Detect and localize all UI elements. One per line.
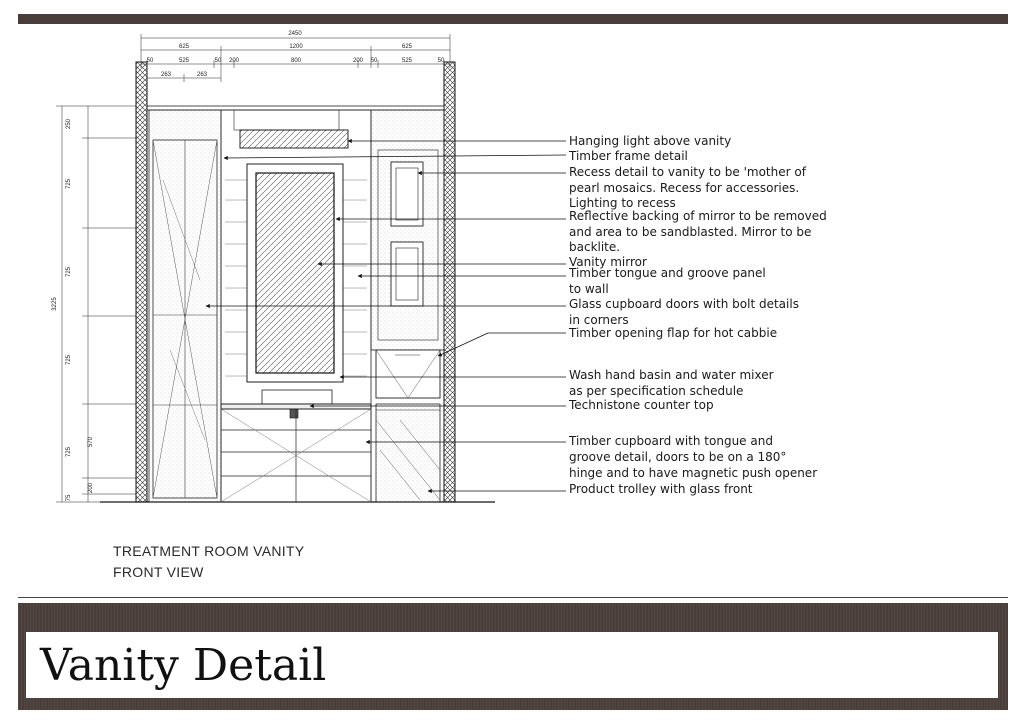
note-timber-frame: Timber frame detail — [569, 149, 688, 163]
dim-725-c: 725 — [66, 354, 72, 366]
drawing-caption-line1: TREATMENT ROOM VANITY — [113, 543, 305, 559]
note-cupboard-1: Timber cupboard with tongue and — [569, 434, 773, 448]
dim-3225: 3225 — [52, 297, 58, 311]
note-vanity-mirror: Vanity mirror — [569, 255, 647, 269]
note-glass-doors-2: in corners — [569, 313, 629, 327]
note-basin-1: Wash hand basin and water mixer — [569, 368, 774, 382]
right-cabinet — [371, 110, 444, 350]
note-cupboard-2: groove detail, doors to be on a 180° — [569, 450, 787, 464]
dim-200-left: 200 — [228, 58, 240, 64]
note-recess-2: pearl mosaics. Recess for accessories. — [569, 181, 800, 195]
dim-50-a: 50 — [146, 58, 154, 64]
note-glass-doors-1: Glass cupboard doors with bolt details — [569, 297, 799, 311]
dim-725-a: 725 — [66, 178, 72, 190]
dim-75: 75 — [66, 494, 72, 502]
note-reflective-3: backlite. — [569, 240, 621, 254]
note-basin-2: as per specification schedule — [569, 384, 744, 398]
dim-overall: 2450 — [288, 31, 302, 37]
dim-625-right: 625 — [401, 44, 413, 50]
dim-725-b: 725 — [66, 266, 72, 278]
note-cupboard-3: hinge and to have magnetic push opener — [569, 466, 818, 480]
note-tongue-groove-1: Timber tongue and groove panel — [569, 266, 766, 280]
wash-basin — [262, 390, 332, 404]
vanity-mirror — [256, 173, 334, 373]
right-wall — [444, 62, 455, 502]
divider-line — [18, 597, 1008, 598]
dim-50-d: 50 — [437, 58, 445, 64]
dim-263-a: 263 — [160, 72, 172, 78]
note-tongue-groove-2: to wall — [569, 282, 609, 296]
hot-cabbie-flap — [376, 350, 440, 398]
left-wall — [136, 62, 147, 502]
note-counter-top: Technistone counter top — [569, 398, 714, 412]
lower-cupboard — [221, 409, 371, 502]
note-hot-cabbie: Timber opening flap for hot cabbie — [569, 326, 778, 340]
drawing-caption-line2: FRONT VIEW — [113, 564, 204, 580]
hanging-light — [240, 130, 348, 148]
note-recess-3: Lighting to recess — [569, 196, 676, 210]
footer-band — [18, 603, 1008, 710]
note-reflective-2: and area to be sandblasted. Mirror to be — [569, 225, 812, 239]
dim-50-b: 50 — [214, 58, 222, 64]
dim-200: 200 — [88, 482, 94, 494]
note-reflective-1: Reflective backing of mirror to be removed — [569, 209, 827, 223]
dim-525-right: 525 — [401, 58, 413, 64]
title-box — [26, 632, 998, 698]
dim-263-b: 263 — [196, 72, 208, 78]
dim-570: 570 — [88, 436, 94, 448]
technistone-counter — [221, 404, 371, 409]
dim-725-d: 725 — [66, 446, 72, 458]
vertical-dimensions — [56, 106, 136, 502]
dim-525-left: 525 — [178, 58, 190, 64]
note-hanging-light: Hanging light above vanity — [569, 134, 732, 148]
dim-800: 800 — [290, 58, 302, 64]
page-title: Vanity Detail — [40, 640, 327, 691]
dim-200-right: 200 — [352, 58, 364, 64]
dim-625-left: 625 — [178, 44, 190, 50]
dim-1200: 1200 — [289, 44, 303, 50]
note-recess-1: Recess detail to vanity to be 'mother of — [569, 165, 806, 179]
note-trolley: Product trolley with glass front — [569, 482, 753, 496]
product-trolley — [376, 404, 440, 502]
dim-50-c: 50 — [370, 58, 378, 64]
dim-250: 250 — [66, 118, 72, 130]
